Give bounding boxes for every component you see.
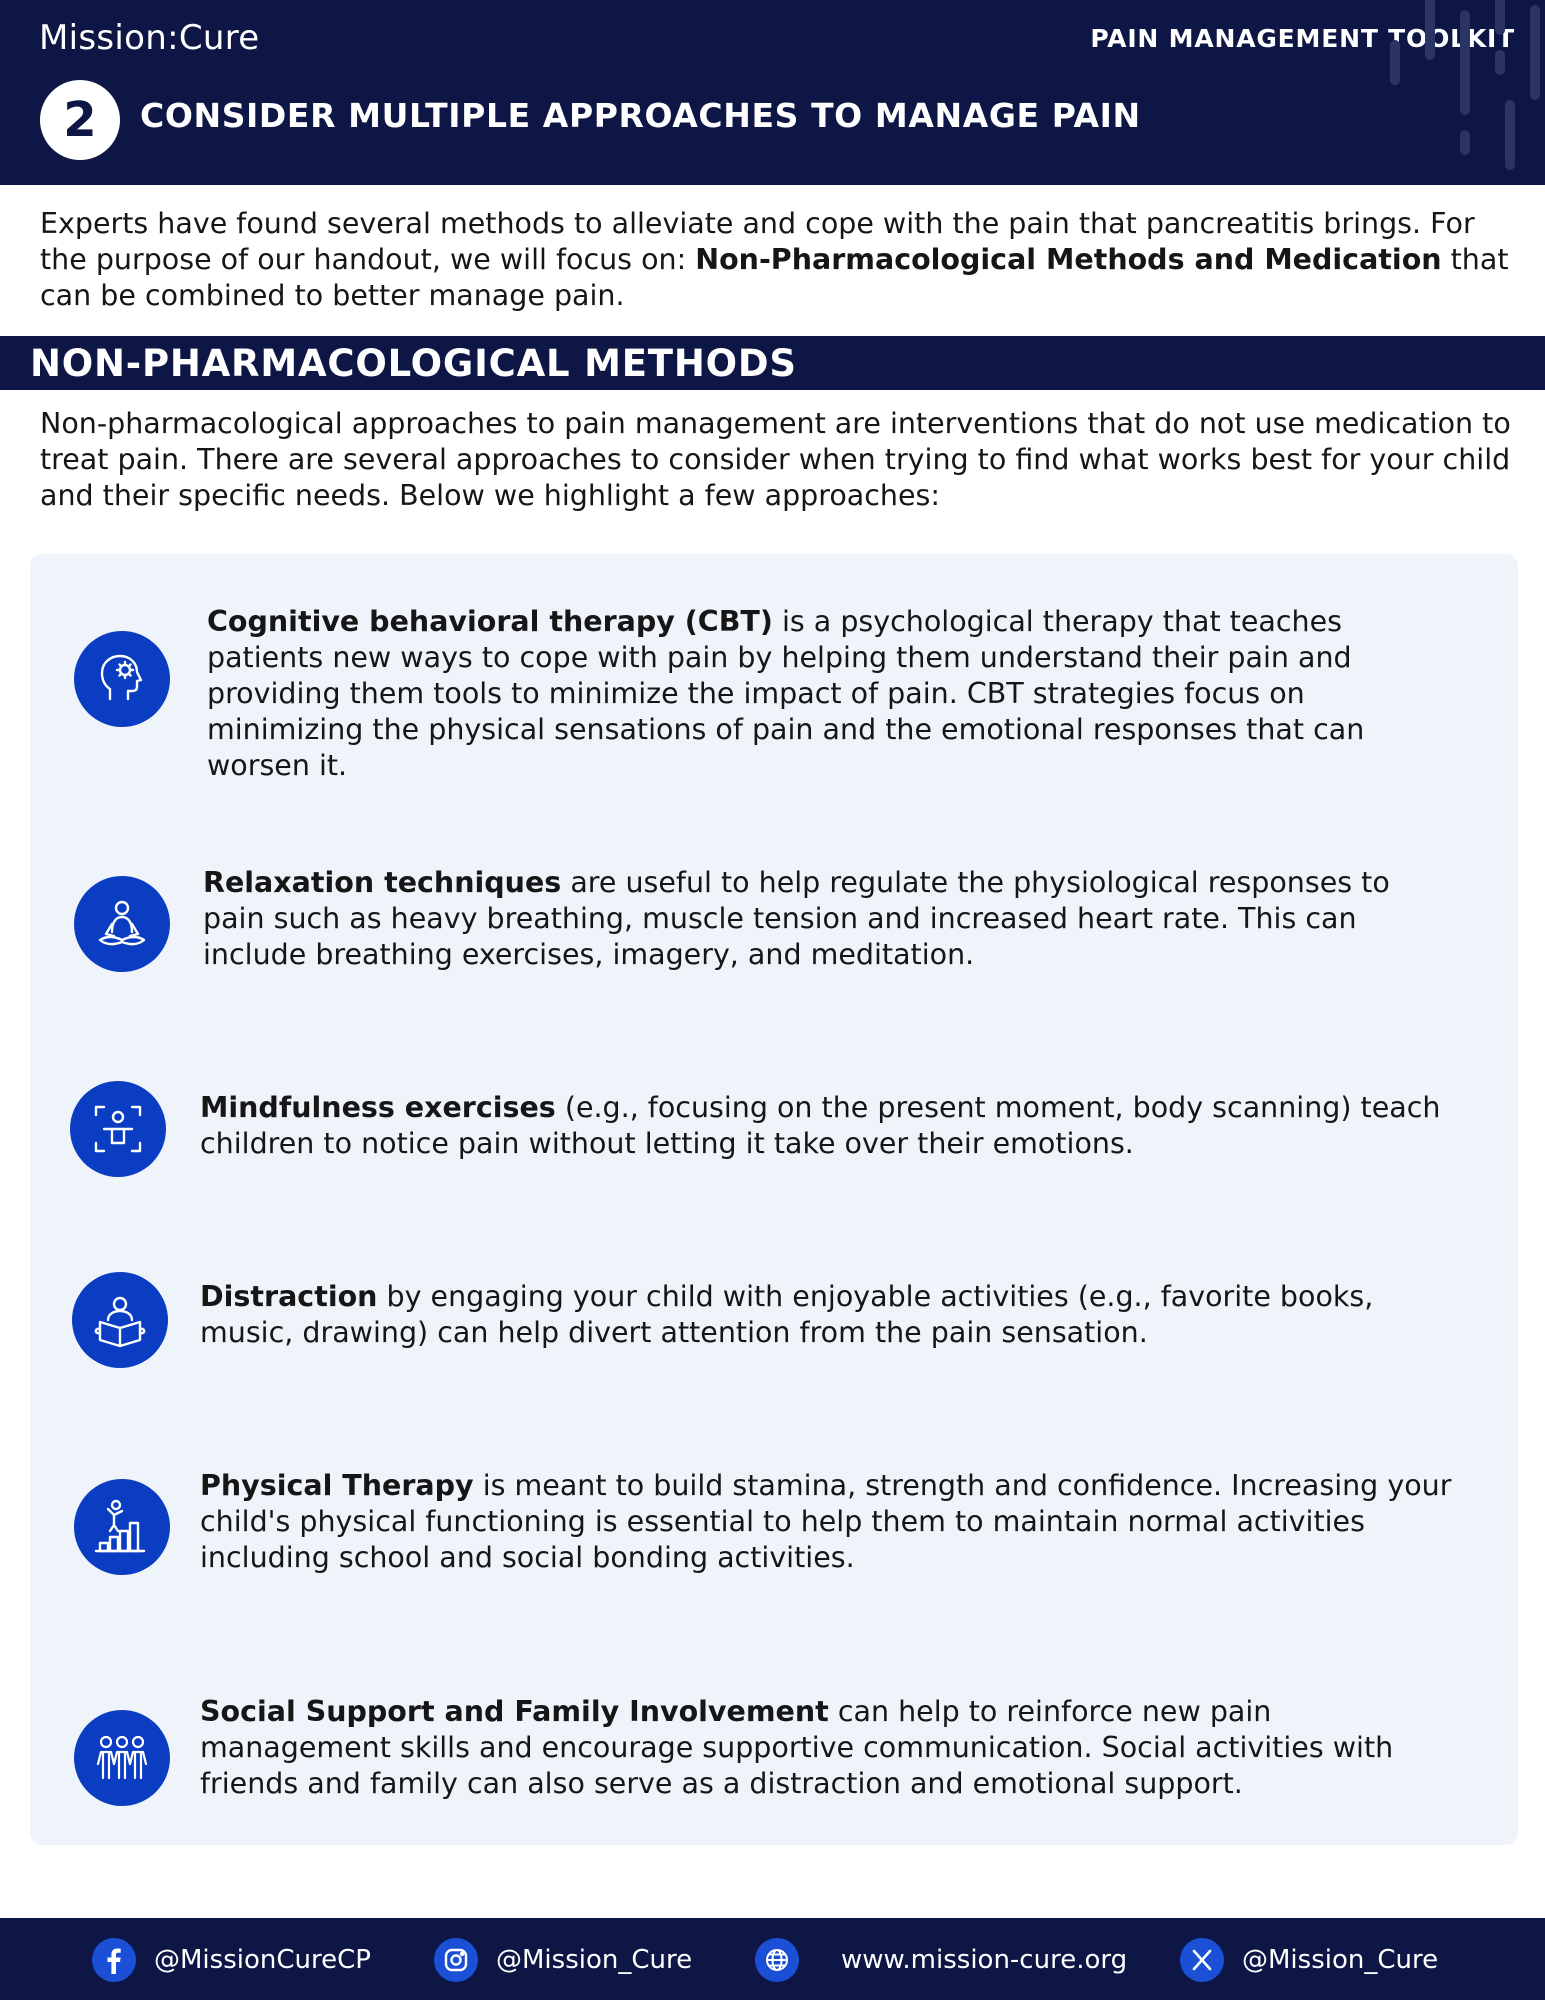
approaches-panel bbox=[30, 554, 1518, 1845]
section-title: NON-PHARMACOLOGICAL METHODS bbox=[30, 342, 797, 385]
brand-name: Mission:Cure bbox=[39, 18, 260, 58]
reading-icon bbox=[72, 1272, 168, 1368]
section-band bbox=[0, 336, 1545, 390]
footer bbox=[0, 1918, 1545, 2000]
decorative-bars bbox=[1365, 0, 1545, 185]
step-number: 2 bbox=[40, 80, 120, 160]
item-text: Cognitive behavioral therapy (CBT) is a psychological therapy that teaches patients new ways to cope with pain by helping them understand their pain and providing them tools to minimize the impact of pain. CBT strategies focus on minimizing the physical sensations of pain and the emotional responses that can worsen it. bbox=[207, 605, 1365, 782]
facebook-link[interactable]: @MissionCureCP bbox=[92, 1938, 371, 1982]
x-link[interactable]: @Mission_Cure bbox=[1180, 1938, 1438, 1982]
facebook-icon bbox=[92, 1938, 136, 1982]
page-title: CONSIDER MULTIPLE APPROACHES TO MANAGE PAIN bbox=[140, 96, 1141, 135]
website-link[interactable]: www.mission-cure.org bbox=[755, 1938, 1127, 1982]
x-icon bbox=[1180, 1938, 1224, 1982]
toolkit-label: PAIN MANAGEMENT TOOLKIT bbox=[1090, 24, 1515, 53]
item-text: Mindfulness exercises (e.g., focusing on the present moment, body scanning) teach children to notice pain without letting it take over their emotions. bbox=[200, 1091, 1441, 1160]
intro-bold: Non-Pharmacological Methods and Medication bbox=[695, 243, 1442, 276]
instagram-icon bbox=[434, 1938, 478, 1982]
item-text: Social Support and Family Involvement can help to reinforce new pain management skills and encourage supportive communication. Social activities with friends and family can also serve as a distraction and emotional support. bbox=[200, 1695, 1394, 1800]
head-gear-icon bbox=[74, 631, 170, 727]
group-icon bbox=[74, 1710, 170, 1806]
section-intro: Non-pharmacological approaches to pain management are interventions that do not use medication to treat pain. There are several approaches to consider when trying to find what works best for your child and their specific needs. Below we highlight a few approaches: bbox=[40, 407, 1511, 512]
item-text: Physical Therapy is meant to build stamina, strength and confidence. Increasing your child's physical functioning is essential to help them to maintain normal activities including school and social bonding activities. bbox=[200, 1469, 1452, 1574]
meditation-icon bbox=[74, 876, 170, 972]
instagram-link[interactable]: @Mission_Cure bbox=[434, 1938, 692, 1982]
item-text: Distraction by engaging your child with enjoyable activities (e.g., favorite books, music, drawing) can help divert attention from the pain sensation. bbox=[200, 1280, 1374, 1349]
growth-chart-icon bbox=[74, 1479, 170, 1575]
intro-paragraph: Experts have found several methods to alleviate and cope with the pain that pancreatitis brings. For the purpose of our handout, we will focus on: Non-Pharmacological Methods and Medication that can be combined to better manage pain. bbox=[40, 207, 1509, 312]
body-scan-icon bbox=[70, 1081, 166, 1177]
header bbox=[0, 0, 1545, 185]
item-text: Relaxation techniques are useful to help regulate the physiological responses to pain such as heavy breathing, muscle tension and increased heart rate. This can include breathing exercises, imagery, and meditation. bbox=[203, 866, 1390, 971]
globe-icon bbox=[755, 1938, 799, 1982]
